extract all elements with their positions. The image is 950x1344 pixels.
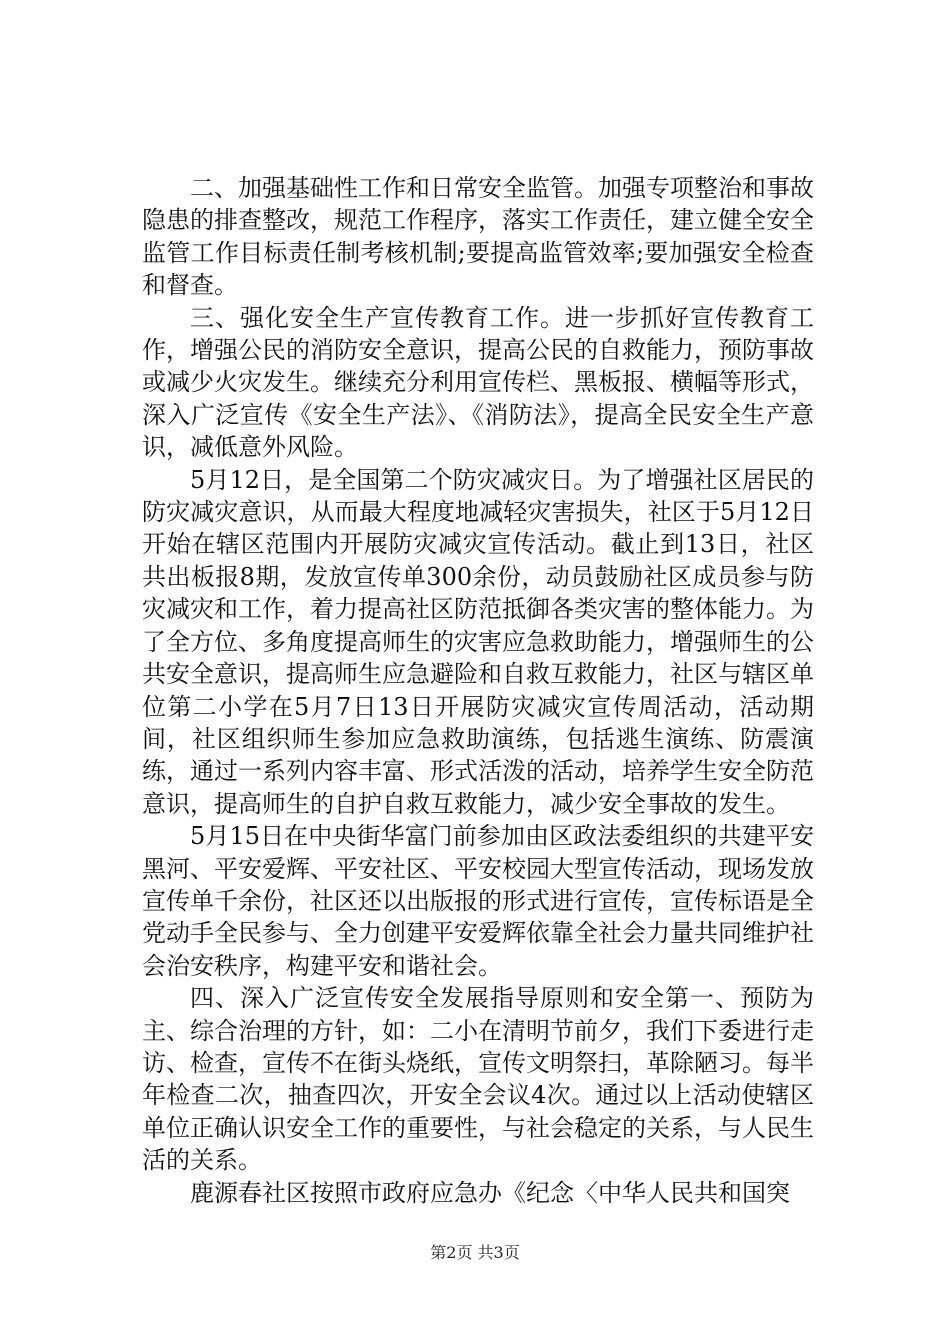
paragraph-community-emergency: 鹿源春社区按照市政府应急办《纪念〈中华人民共和国突 [190,1178,790,1207]
paragraph-safety-education: 三、强化安全生产宣传教育工作。进一步抓好宣传教育工作，增强公民的消防安全意识，提高公民的自救能力，预防事故或减少火灾发生。继续充分利用宣传栏、黑板报、横幅等形式，深入广泛宣传《安全生产法》、《消防法》，提高全民安全生产意识，减低意外风险。 [142,303,814,462]
document-body [142,172,814,1209]
paragraph-safety-principles: 四、深入广泛宣传安全发展指导原则和安全第一、预防为主、综合治理的方针，如：二小在清明节前夕，我们下委进行走访、检查，宣传不在街头烧纸，宣传文明祭扫，革除陋习。每半年检查二次，抽查四次，开安全会议4次。通过以上活动使辖区单位正确认识安全工作的重要性，与社会稳定的关系，与人民生活的关系。 [142,984,814,1175]
paragraph-basic-work: 二、加强基础性工作和日常安全监管。加强专项整治和事故隐患的排查整改，规范工作程序，落实工作责任，建立健全安全监管工作目标责任制考核机制;要提高监管效率;要加强安全检查和督查。 [142,174,814,300]
paragraph-public-safety-campaign: 5月15日在中央街华富门前参加由区政法委组织的共建平安黑河、平安爱辉、平安社区、平安校园大型宣传活动，现场发放宣传单千余份，社区还以出版报的形式进行宣传，宣传标语是全党动手全民参与、全力创建平安爱辉依靠全社会力量共同维护社会治安秩序，构建平安和谐社会。 [142,822,814,980]
page-number-footer: 第2页 共3页 [430,1243,520,1262]
paragraph-disaster-prevention-day: 5月12日，是全国第二个防灾减灾日。为了增强社区居民的防灾减灾意识，从而最大程度地减轻灾害损失，社区于5月12日开始在辖区范围内开展防灾减灾宣传活动。截止到13日，社区共出板报8期，发放宣传单300余份，动员鼓励社区成员参与防灾减灾和工作，着力提高社区防范抵御各类灾害的整体能力。为了全方位、多角度提高师生的灾害应急救助能力，增强师生的公共安全意识，提高师生应急避险和自救互救能力，社区与辖区单位第二小学在5月7日13日开展防灾减灾宣传周活动，活动期间，社区组织师生参加应急救助演练，包括逃生演练、防震演练，通过一系列内容丰富、形式活泼的活动，培养学生安全防范意识，提高师生的自护自救互救能力，减少安全事故的发生。 [142,465,814,818]
